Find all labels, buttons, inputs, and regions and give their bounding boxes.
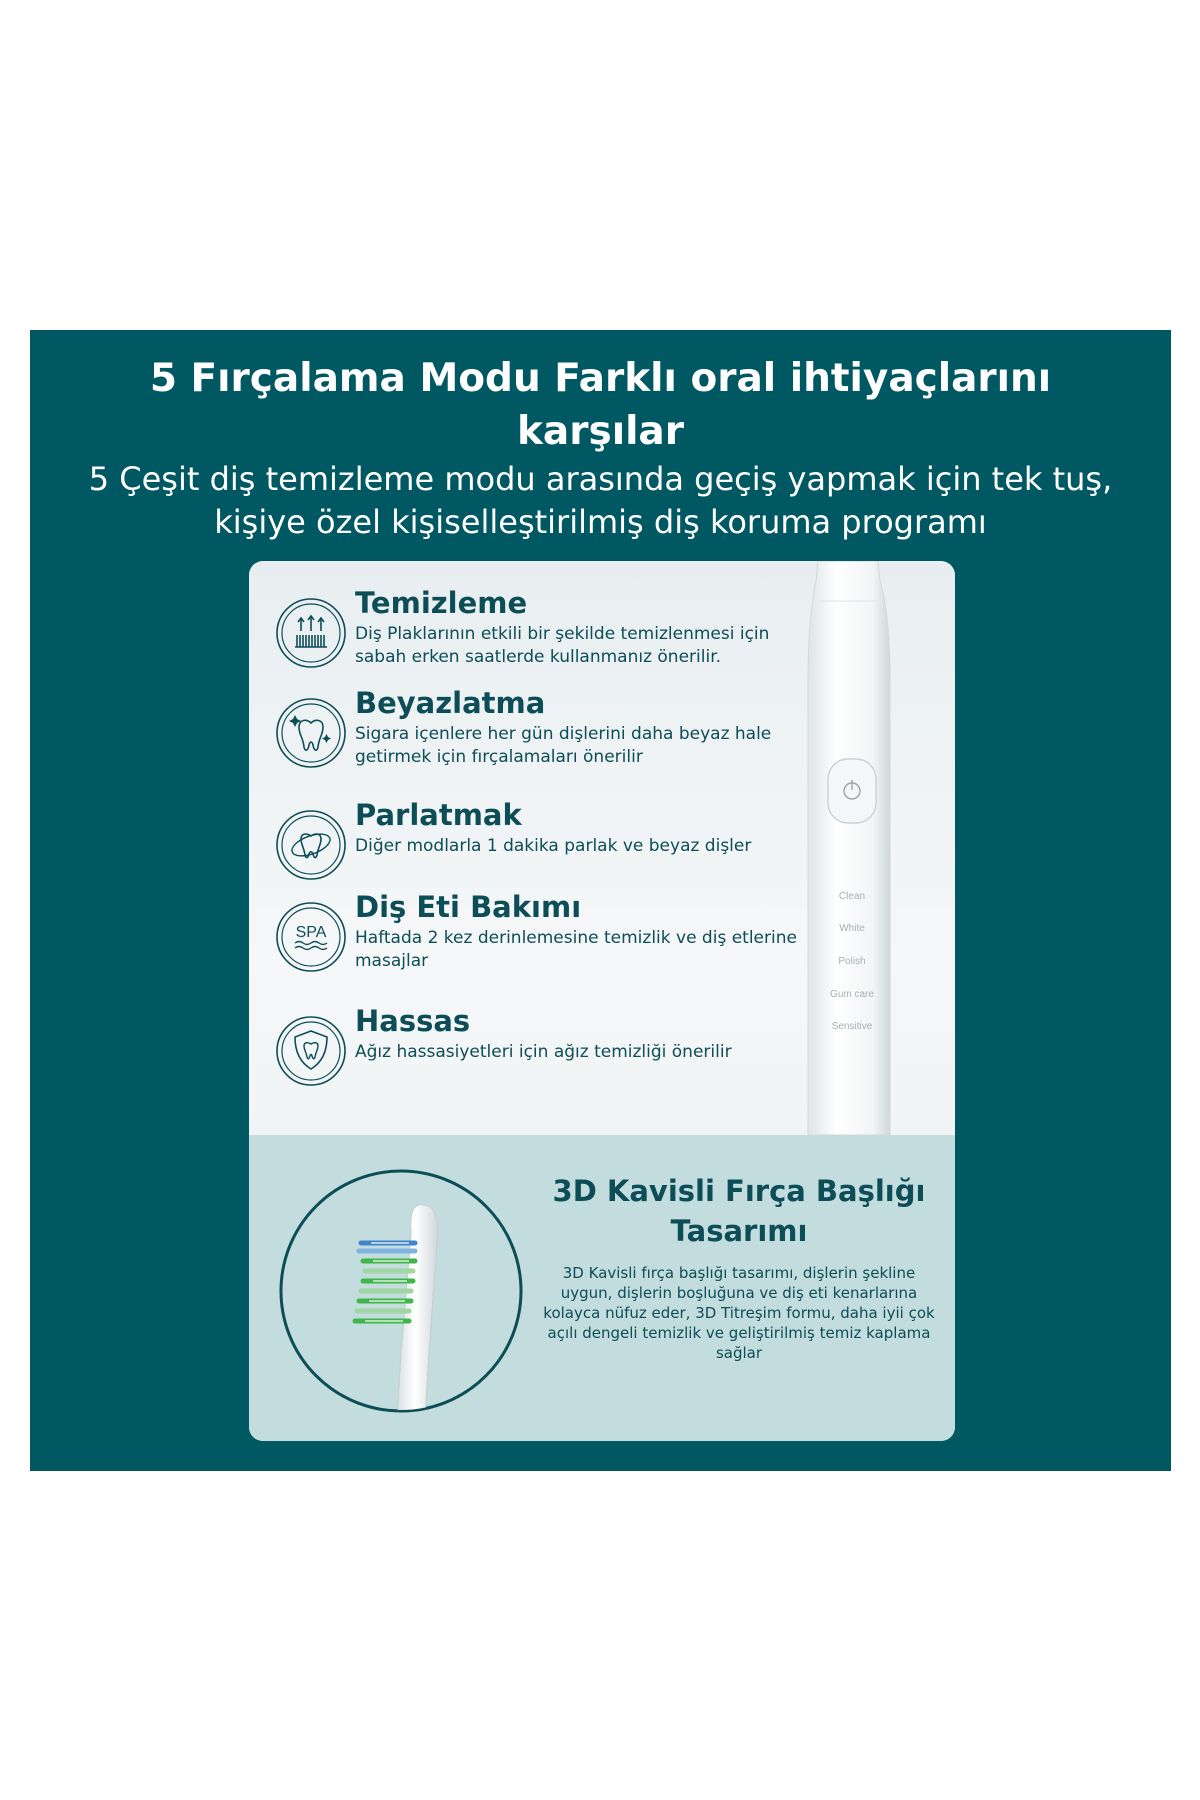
mode-description: Diş Plaklarının etkili bir şekilde temizlenmesi için sabah erken saatlerde kullanmanız önerilir. — [355, 624, 770, 667]
toothbrush-illustration — [794, 561, 914, 1135]
mode-description: Sigara içenlere her gün dişlerini daha beyaz hale getirmek için fırçalamaları önerilir — [355, 724, 772, 767]
mode-label: Gum care — [830, 989, 874, 1000]
banner-title: 5 Fırçalama Modu Farklı oral ihtiyaçlarını karşılar — [149, 356, 1052, 454]
power-button[interactable] — [828, 759, 876, 823]
svg-text:SPA: SPA — [295, 924, 327, 941]
mode-label: Clean — [838, 891, 866, 902]
sparkling-tooth-icon — [275, 697, 347, 769]
spa-icon — [275, 901, 347, 973]
mode-label: Polish — [838, 956, 866, 967]
mode-title: Hassas — [355, 1004, 471, 1038]
design-description: 3D Kavisli fırça başlığı tasarımı, dişlerin şekline uygun, dişlerin boşluğuna ve diş eti kenarlarına kolayca nüfuz eder, 3D Titreşim formu, daha iyii çok açılı dengeli temizlik ve geliştirilmiş temiz kaplama sağlar — [543, 1264, 935, 1362]
mode-title: Parlatmak — [355, 798, 522, 832]
toothbrush-handle — [794, 561, 914, 1135]
design-title: 3D Kavisli Fırça Başlığı Tasarımı — [552, 1174, 926, 1248]
mode-label: Sensitive — [831, 1021, 873, 1032]
mode-description: Diğer modlarla 1 dakika parlak ve beyaz dişler — [355, 836, 752, 856]
mode-description: Ağız hassasiyetleri için ağız temizliği önerilir — [355, 1042, 732, 1062]
mode-title: Diş Eti Bakımı — [355, 890, 582, 924]
mode-title: Temizleme — [355, 586, 528, 620]
brush-head-section — [249, 1135, 955, 1441]
mode-title: Beyazlatma — [355, 686, 546, 720]
brush-head-illustration — [279, 1169, 523, 1413]
mode-description: Haftada 2 kez derinlemesine temizlik ve diş etlerine masajlar — [355, 928, 797, 971]
mode-label: White — [839, 923, 865, 934]
shield-tooth-icon — [275, 1015, 347, 1087]
banner-subtitle: 5 Çeşit diş temizleme modu arasında geçiş yapmak için tek tuş, kişiye özel kişiselleştirilmiş diş koruma programı — [88, 460, 1113, 541]
brush-bristles-icon — [275, 597, 347, 669]
feature-banner — [30, 330, 1171, 1471]
modes-card — [249, 561, 955, 1441]
polish-tooth-icon — [275, 809, 347, 881]
